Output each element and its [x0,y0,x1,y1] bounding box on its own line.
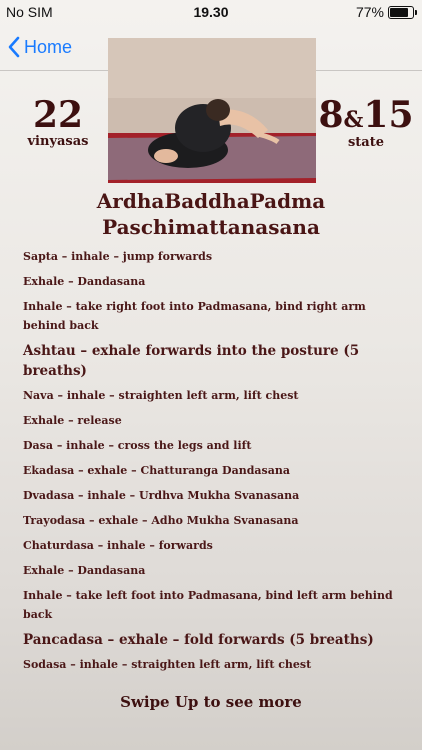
battery-percent: 77% [355,4,384,20]
status-bar [0,0,422,24]
step-item-emphasized: Ashtau – exhale forwards into the posture (5 breaths) [23,343,360,379]
state-stat [316,96,416,150]
step-item: Exhale – Dandasana [23,275,146,288]
step-item: Trayodasa – exhale – Adho Mukha Svanasana [23,514,299,527]
state-label: state [347,135,385,150]
step-item: Chaturdasa – inhale – forwards [23,539,213,552]
posture-photo [108,38,316,183]
step-item: Exhale – Dandasana [23,564,146,577]
vinyasas-label: vinyasas [27,134,89,149]
state-amp: & [343,107,364,133]
posture-title-line2: Paschimattanasana [102,215,320,239]
posture-title-line1: ArdhaBaddhaPadma [96,189,326,213]
step-item-emphasized: Pancadasa – exhale – fold forwards (5 breaths) [23,632,374,648]
state-prefix: 8 [318,94,344,136]
swipe-up-hint[interactable]: Swipe Up to see more [120,693,302,711]
step-item: Nava – inhale – straighten left arm, lift chest [23,389,299,402]
step-item: Inhale – take left foot into Padmasana, bind left arm behind back [23,589,393,621]
vinyasas-stat [18,96,98,149]
back-label: Home [24,36,73,57]
step-item: Dasa – inhale – cross the legs and lift [23,439,252,452]
step-item: Sapta – inhale – jump forwards [23,250,213,263]
home-back-button[interactable] [8,36,72,58]
step-item: Dvadasa – inhale – Urdhva Mukha Svanasana [23,489,300,502]
battery-indicator [356,4,414,20]
vinyasas-count: 22 [32,94,84,136]
step-item: Inhale – take right foot into Padmasana, bind right arm behind back [23,300,366,332]
step-item: Sodasa – inhale – straighten left arm, lift chest [23,658,312,671]
state-suffix: 15 [363,94,414,136]
step-item: Ekadasa – exhale – Chatturanga Dandasana [23,464,290,477]
posture-title [0,188,422,240]
clock: 19.30 [193,4,229,20]
carrier-label: No SIM [6,4,53,20]
chevron-left-icon [8,36,20,58]
vinyasa-steps-list [23,247,409,680]
battery-icon [388,6,414,19]
step-item: Exhale – release [23,414,122,427]
